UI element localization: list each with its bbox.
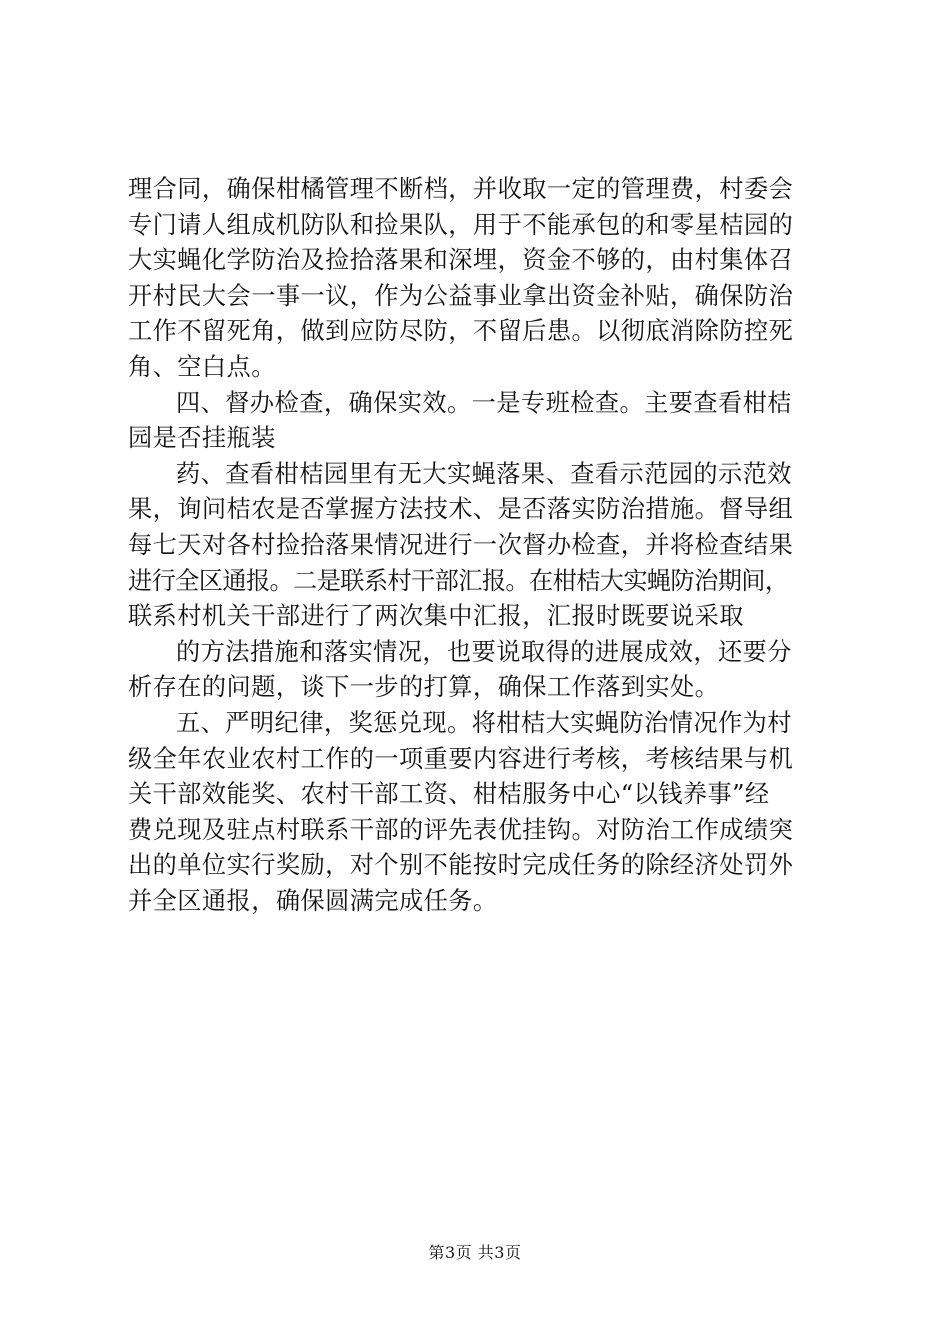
text-line: 工作不留死角，做到应防尽防，不留后患。以彻底消除防控死: [128, 317, 794, 346]
text-line: 关干部效能奖、农村干部工资、柑桔服务中心“以钱养事”经: [128, 780, 770, 809]
paragraph-start-line: 四、督办检查，确保实效。一是专班检查。主要查看柑桔: [176, 388, 792, 417]
page-number-footer: 第3页 共3页: [428, 1243, 522, 1262]
paragraph-start-line: 五、严明纪律，奖惩兑现。将柑桔大实蝇防治情况作为村: [176, 708, 792, 737]
text-line: 专门请人组成机防队和捡果队，用于不能承包的和零星桔园的: [128, 210, 794, 239]
text-line: 理合同，确保柑橘管理不断档，并收取一定的管理费，村委会: [128, 175, 794, 203]
text-line: 进行全区通报。二是联系村干部汇报。在柑桔大实蝇防治期间，: [128, 566, 789, 595]
text-line: 果，询问桔农是否掌握方法技术、是否落实防治措施。督导组: [128, 495, 794, 524]
text-line: 大实蝇化学防治及捡拾落果和深埋，资金不够的，由村集体召: [128, 246, 794, 275]
text-line: 费兑现及驻点村联系干部的评先表优挂钩。对防治工作成绩突: [128, 815, 794, 844]
text-line: 并全区通报，确保圆满完成任务。: [128, 886, 498, 915]
body-text: [128, 172, 828, 919]
text-line: 析存在的问题，谈下一步的打算，确保工作落到实处。: [128, 673, 720, 702]
text-line: 出的单位实行奖励，对个别不能按时完成任务的除经济处罚外: [128, 851, 794, 880]
text-line: 级全年农业农村工作的一项重要内容进行考核，考核结果与机: [128, 744, 794, 773]
text-line: 联系村机关干部进行了两次集中汇报，汇报时既要说采取: [128, 602, 744, 631]
text-line: 园是否挂瓶装: [128, 424, 276, 453]
text-line: 开村民大会一事一议，作为公益事业拿出资金补贴，确保防治: [128, 281, 794, 310]
paragraph-start-line: 的方法措施和落实情况，也要说取得的进展成效，还要分: [176, 637, 792, 666]
text-line: 角、空白点。: [128, 352, 276, 381]
paragraph-start-line: 药、查看柑桔园里有无大实蝇落果、查看示范园的示范效: [176, 459, 792, 488]
text-line: 每七天对各村捡拾落果情况进行一次督办检查，并将检查结果: [128, 530, 794, 559]
